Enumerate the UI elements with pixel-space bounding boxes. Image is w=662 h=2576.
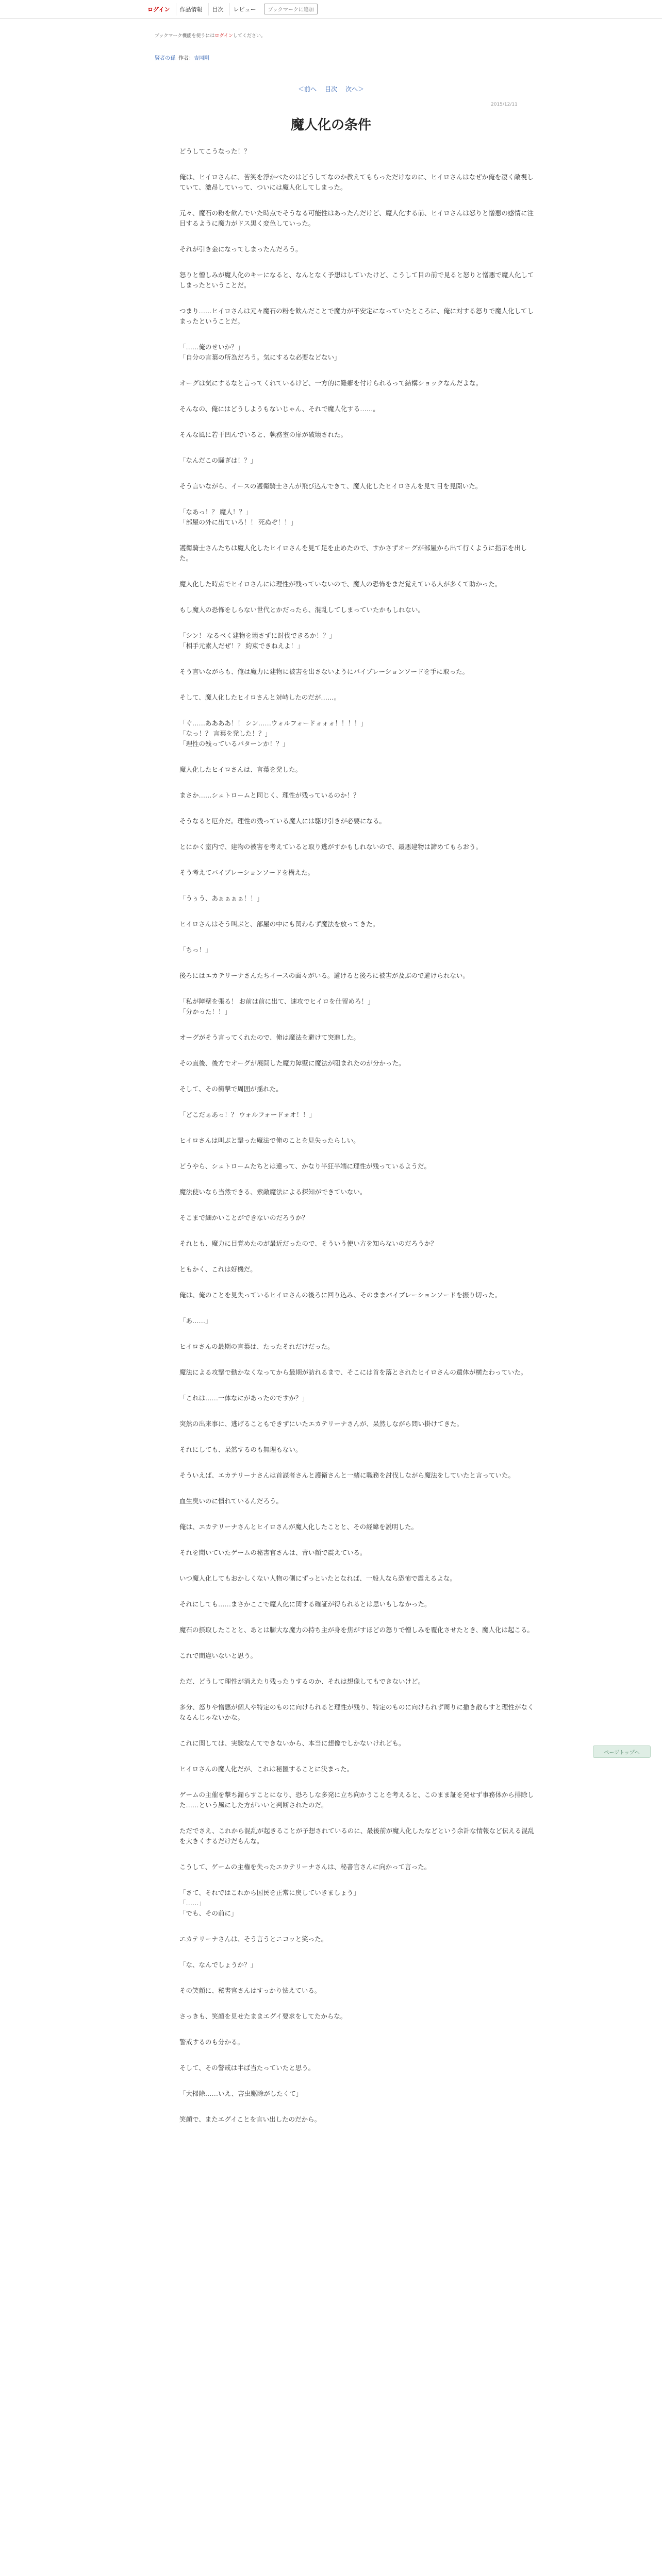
- paragraph: これに関しては、実験なんてできないから、本当に想像でしかないけれども。: [179, 1740, 405, 1747]
- paragraph: 血生臭いのに慣れているんだろう。: [179, 1498, 283, 1505]
- author-label: 作者：: [178, 56, 194, 61]
- paragraph: 俺は、エカテリーナさんとヒイロさんが魔人化したことと、その経緯を説明した。: [179, 1523, 418, 1531]
- paragraph: その直後、後方でオーグが展開した魔力障壁に魔法が阻まれたのが分かった。: [179, 1060, 405, 1067]
- top-pager: [0, 84, 662, 93]
- nav-review[interactable]: レビュー: [229, 3, 259, 15]
- paragraph: 突然の出来事に、逃げることもできずにいたエカテリーナさんが、呆然しながら問い掛けてきた。: [179, 1420, 464, 1428]
- paragraph: 「あ……」: [179, 1317, 212, 1325]
- paragraph: そんなの、俺にはどうしようもないじゃん、それで魔人化する……。: [179, 405, 379, 413]
- paragraph: そして、その衝撃で周囲が揺れた。: [179, 1086, 283, 1093]
- paragraph: 「シン！ なるべく建物を壊さずに討伐できるか！？」 「相手元素人だぜ！？ 約束できねえよ！」: [179, 632, 336, 650]
- paragraph: 後ろにはエカテリーナさんたちイースの面々がいる。避けると後ろに被害が及ぶので避けられない。: [179, 972, 469, 979]
- paragraph: もし魔人の恐怖をしらない世代とかだったら、混乱してしまっていたかもしれない。: [179, 606, 425, 614]
- paragraph: それを聞いていたゲームの秘書官さんは、青い顔で震えている。: [179, 1549, 367, 1556]
- notice-login-link[interactable]: ログイン: [214, 33, 233, 39]
- paragraph: 「さて、それではこれから国民を正常に戻していきましょう」 「……」 「でも、その前に」: [179, 1889, 360, 1917]
- paragraph: 「どこだぁあっ！？ ウォルフォードォオ！！」: [179, 1111, 316, 1118]
- paragraph: そう考えてバイブレーションソードを構えた。: [179, 869, 315, 876]
- paragraph: それが引き金になってしまったんだろう。: [179, 246, 302, 253]
- paragraph: 「これは……一体なにがあったのですか？」: [179, 1395, 308, 1402]
- chapter-body: [179, 146, 535, 2576]
- paragraph: ともかく、これは好機だ。: [179, 1266, 257, 1273]
- paragraph: 「な、なんでしょうか？」: [179, 1961, 257, 1969]
- paragraph: ただでさえ、これから混乱が起きることが予想されているのに、最後前が魔人化したなどという余計な情報など伝える混乱を大きくするだけだもんな。: [179, 1827, 535, 1845]
- paragraph: その笑顔に、秘書官さんはすっかり怯えている。: [179, 1987, 321, 1994]
- paragraph: オーグがそう言ってくれたので、俺は魔法を避けて突進した。: [179, 1034, 360, 1041]
- paragraph: そして、その警戒は半ば当たっていたと思う。: [179, 2064, 315, 2072]
- paragraph: さっきも、笑顔を見せたままエグイ要求をしてたからな。: [179, 2013, 347, 2020]
- paragraph: 元々、魔石の粉を飲んでいた時点でそうなる可能性はあったんだけど、魔人化する前、ヒイロさんは怒りと憎悪の感情に注目するように魔力がドス黒く変色していった。: [179, 210, 534, 227]
- paragraph: まさか……シュトロームと同じく、理性が残っているのか！？: [179, 792, 360, 799]
- paragraph: ただ、どうして理性が消えたり残ったりするのか、それは想像してもできないけど。: [179, 1678, 425, 1685]
- paragraph: 「うぅう、あぁぁぁぁ！！」: [179, 895, 263, 902]
- paragraph: 「大掃除……いえ、害虫駆除がしたくて」: [179, 2090, 303, 2097]
- paragraph: そう言いながら、イースの護衛騎士さんが飛び込んできて、魔人化したヒイロさんを見て目を見開いた。: [179, 483, 482, 490]
- paragraph: エカテリーナさんは、そう言うとニコッと笑った。: [179, 1936, 328, 1943]
- page-title: 魔人化の条件: [290, 117, 371, 133]
- paragraph: ゲームの主催を撃ち漏らすことになり、恐ろしな多発に立ち向かうことを考えると、このまま証を発せず事務体から排除した……という風にした方がいいと判断されたのだ。: [179, 1791, 534, 1809]
- paragraph: つまり……ヒイロさんは元々魔石の粉を飲んだことで魔力が不安定になっていたところに、俺に対する怒りで魔人化してしまったということだ。: [179, 308, 534, 325]
- paragraph: 俺は、俺のことを見失っているヒイロさんの後ろに回り込み、そのままバイブレーションソードを振り切った。: [179, 1292, 502, 1299]
- paragraph: 警戒するのも分かる。: [179, 2039, 244, 2046]
- page-top-button[interactable]: ページトップへ: [593, 1745, 651, 1758]
- nav-work-info[interactable]: 作品情報: [176, 3, 205, 15]
- add-bookmark-button[interactable]: ブックマークに追加: [264, 4, 317, 14]
- paragraph: 魔石の摂取したことと、あとは膨大な魔力の持ち主が身を焦がすほどの怒りで憎しみを覆化させたとき、魔人化は起こる。: [179, 1626, 534, 1634]
- paragraph: いつ魔人化してもおかしくない人物の側にずっといたとなれば、一般人なら恐怖で震えるよな。: [179, 1575, 456, 1582]
- prev-link[interactable]: ＜前へ: [297, 86, 317, 93]
- paragraph: 「ちっ！」: [179, 946, 212, 954]
- paragraph: そういえば、エカテリーナさんは首謀者さんと護衛さんと一緒に職務を討伐しながら魔法をしていたと言っていた。: [179, 1472, 515, 1479]
- paragraph: 「ぐ……ああああ！！ シン……ウォルフォードォォォ！！！！」 「なっ！？ 言葉を発した！？」 「理性の残っているパターンか！？」: [179, 720, 367, 748]
- nav-toc[interactable]: 目次: [208, 3, 226, 15]
- paragraph: どうしてこうなった！？: [179, 148, 251, 155]
- work-title-link[interactable]: 賢者の孫: [155, 56, 175, 61]
- post-date: 2015/12/11: [491, 102, 518, 107]
- paragraph: それとも、魔力に目覚めたのが最近だったので、そういう使い方を知らないのだろうか？: [179, 1240, 437, 1247]
- author-link[interactable]: 吉岡剛: [194, 56, 209, 61]
- notice-suffix: してください。: [233, 33, 266, 39]
- top-nav: [0, 0, 662, 19]
- paragraph: 多分、怒りや憎悪が個人や特定のものに向けられると理性が残り、特定のものに向けられず周りに撒き散らすと理性がなくなるんじゃないかな。: [179, 1704, 534, 1721]
- bookmark-notice: [155, 32, 266, 39]
- paragraph: そして、魔人化したヒイロさんと対峙したのだが……。: [179, 694, 340, 701]
- paragraph: どうやら、シュトロームたちとは違って、かなり半狂半端に理性が残っているようだ。: [179, 1163, 431, 1170]
- paragraph: 「……俺のせいか？」 「自分の言葉の所為だろう。気にするな必要などない」: [179, 344, 341, 361]
- paragraph: 「私が障壁を張る！ お前は前に出て、速攻でヒイロを仕留めろ！」 「分かった！！」: [179, 998, 374, 1015]
- paragraph: 魔法による攻撃で動かなくなってから最期が訪れるまで、そこには首を落とされたヒイロさんの遺体が横たわっていた。: [179, 1369, 527, 1376]
- paragraph: それにしても……まさかここで魔人化に関する確証が得られるとは思いもしなかった。: [179, 1601, 431, 1608]
- paragraph: 怒りと憎しみが魔人化のキーになると、なんとなく予想はしていたけど、こうして目の前で見ると怒りと憎悪で魔人化してしまったということだ。: [179, 272, 534, 289]
- paragraph: 「なあっ！？ 魔人！？」 「部屋の外に出ていろ！！ 死ぬぞ！！」: [179, 509, 297, 526]
- paragraph: ヒイロさんはそう叫ぶと、部屋の中にも関わらず魔法を放ってきた。: [179, 921, 379, 928]
- notice-prefix: ブックマーク機能を使うには: [155, 33, 215, 39]
- paragraph: 魔人化した時点でヒイロさんには理性が残っていないので、魔人の恐怖をまだ覚えている人が多くて助かった。: [179, 581, 502, 588]
- paragraph: それにしても、呆然するのも無理もない。: [179, 1446, 302, 1453]
- toc-link[interactable]: 目次: [324, 86, 337, 93]
- paragraph: そこまで細かいことができないのだろうか？: [179, 1214, 309, 1222]
- paragraph: ヒイロさんは叫ぶと撃った魔法で俺のことを見失ったらしい。: [179, 1137, 360, 1144]
- paragraph: 笑顔で、またエグイことを言い出したのだから。: [179, 2116, 321, 2123]
- paragraph: 魔法使いなら当然できる、索敵魔法による探知ができていない。: [179, 1189, 367, 1196]
- paragraph: とにかく室内で、建物の被害を考えていると取り逃がすかもしれないので、最悪建物は諦めてもらおう。: [179, 843, 483, 851]
- next-link[interactable]: 次へ＞: [345, 86, 365, 93]
- paragraph: ヒイロさんの最期の言葉は、たったそれだけだった。: [179, 1343, 334, 1350]
- paragraph: こうして、ゲームの主権を失ったエカテリーナさんは、秘書官さんに向かって言った。: [179, 1863, 431, 1871]
- paragraph: 俺は、ヒイロさんに、苦笑を浮かべたのはどうしてなのか教えてもらっただけなのに、ヒイロさんはなぜか俺を凄く敵視していて、激昂していって、ついには魔人化してしまった。: [179, 174, 534, 191]
- paragraph: そうなると厄介だ。理性の残っている魔人には駆け引きが必要になる。: [179, 818, 386, 825]
- paragraph: 「なんだこの騒ぎは！？」: [179, 457, 257, 464]
- paragraph: オーグは気にするなと言ってくれているけど、一方的に難癖を付けられるって結構ショックなんだよな。: [179, 380, 483, 387]
- paragraph: 魔人化したヒイロさんは、言葉を発した。: [179, 766, 302, 773]
- paragraph: これで間違いないと思う。: [179, 1652, 257, 1659]
- paragraph: そう言いながらも、俺は魔力に建物に被害を出さないようにバイブレーションソードを手に取った。: [179, 668, 469, 675]
- paragraph: そんな風に若干凹んでいると、執務室の扉が破壊された。: [179, 431, 347, 438]
- breadcrumb: [155, 54, 209, 61]
- login-link[interactable]: ログイン: [147, 6, 170, 13]
- paragraph: 護衛騎士さんたちは魔人化したヒイロさんを見て足を止めたので、すかさずオーグが部屋から出て行くように指示を出した。: [179, 545, 527, 562]
- paragraph: ヒイロさんの魔人化だが、これは秘匿することに決まった。: [179, 1766, 354, 1773]
